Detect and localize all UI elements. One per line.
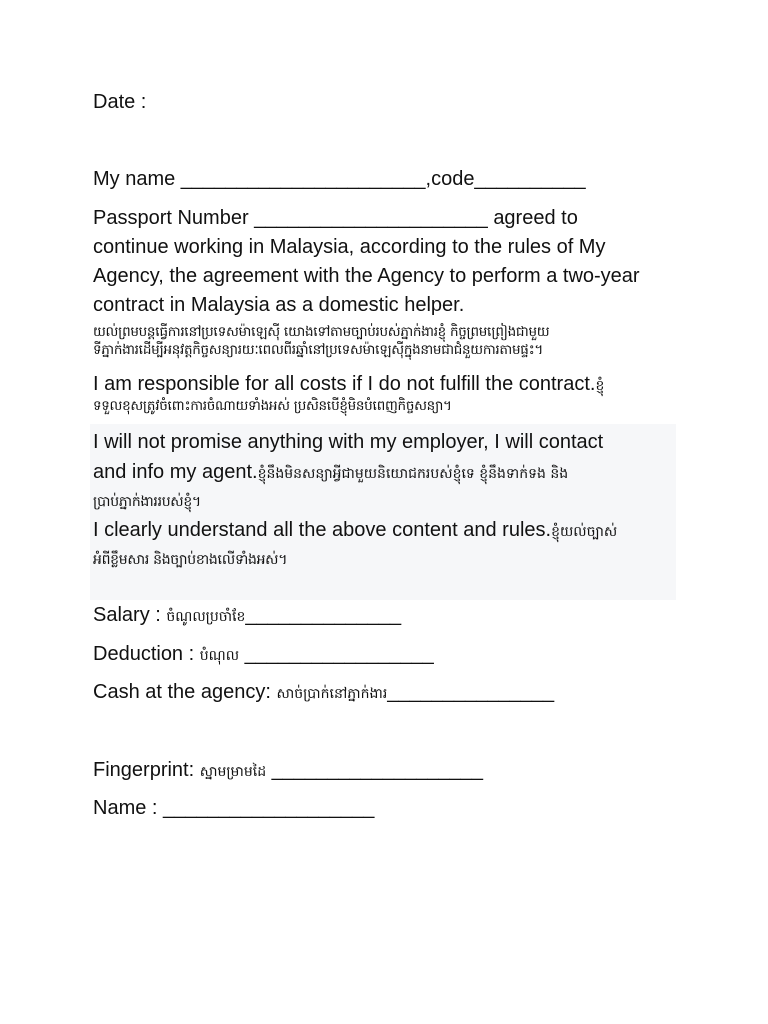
deduction-blank: _________________ (239, 643, 434, 665)
cash-khmer: សាច់ប្រាក់នៅភ្នាក់ងារ (276, 686, 388, 702)
responsible-khmer-inline: ខ្ញុំ (595, 378, 605, 394)
deduction-khmer: បំណុល (199, 648, 240, 664)
promise-english-line-1: I will not promise anything with my employer, I will contact (93, 431, 604, 453)
salary-label: Salary : (93, 604, 161, 626)
salary-khmer: ចំណូលប្រចាំខែ (166, 609, 246, 625)
understand-line (93, 516, 617, 546)
fingerprint-line (93, 756, 483, 786)
cash-label: Cash at the agency: (93, 681, 271, 703)
salary-blank: ______________ (245, 604, 402, 626)
fingerprint-khmer: ស្នាមម្រាមដៃ (199, 764, 267, 780)
promise-khmer-inline: ខ្ញុំនឹងមិនសន្យាអ្វីជាមួយនិយោជករបស់ខ្ញុំទេ ខ្ញុំនឹងទាក់ទង និង (257, 466, 569, 482)
understand-khmer-inline: ខ្ញុំយល់ច្បាស់ (551, 524, 618, 540)
fingerprint-label: Fingerprint: (93, 759, 195, 781)
understand-english: I clearly understand all the above content and rules. (93, 519, 552, 541)
passport-paragraph: Passport Number _____________________ agreed to continue working in Malaysia, according to the rules of My Agency, the agreement with the Agency to perform a two-year contract in Malaysia as a domestic helper. (93, 207, 640, 316)
khmer-agreement-line-1: យល់ព្រមបន្តធ្វើការនៅប្រទេសម៉ាឡេស៊ី យោងទៅតាមច្បាប់របស់ភ្នាក់ងារខ្ញុំ កិច្ចព្រមព្រៀងជាមួយ (93, 324, 550, 340)
promise-line-2 (93, 458, 568, 488)
understand-khmer-line-2: អំពីខ្លឹមសារ និងច្បាប់ខាងលើទាំងអស់។ (93, 552, 288, 568)
promise-khmer-line-2: ប្រាប់ភ្នាក់ងាររបស់ខ្ញុំ។ (93, 494, 201, 510)
name-bottom-line: Name : ___________________ (93, 797, 375, 819)
date-label: Date : (93, 91, 147, 113)
promise-english-line-2: and info my agent. (93, 461, 258, 483)
cash-line (93, 678, 554, 708)
salary-line (93, 601, 401, 631)
deduction-line (93, 640, 434, 670)
responsible-khmer-line-2: ទទួលខុសត្រូវចំពោះការចំណាយទាំងអស់ ប្រសិនបើខ្ញុំមិនបំពេញកិច្ចសន្យា។ (93, 398, 452, 414)
responsible-line (93, 370, 604, 400)
cash-blank: _______________ (387, 681, 555, 703)
name-code-line: My name ______________________,code__________ (93, 168, 586, 190)
deduction-label: Deduction : (93, 643, 195, 665)
responsible-english: I am responsible for all costs if I do not fulfill the contract. (93, 373, 596, 395)
khmer-agreement-line-2: ទីភ្នាក់ងារដើម្បីអនុវត្តកិច្ចសន្យារយៈពេលពីរឆ្នាំនៅប្រទេសម៉ាឡេស៊ីក្នុងនាមជាជំនួយការតាមផ្ទះ។ (93, 342, 544, 358)
fingerprint-blank: ___________________ (266, 759, 484, 781)
